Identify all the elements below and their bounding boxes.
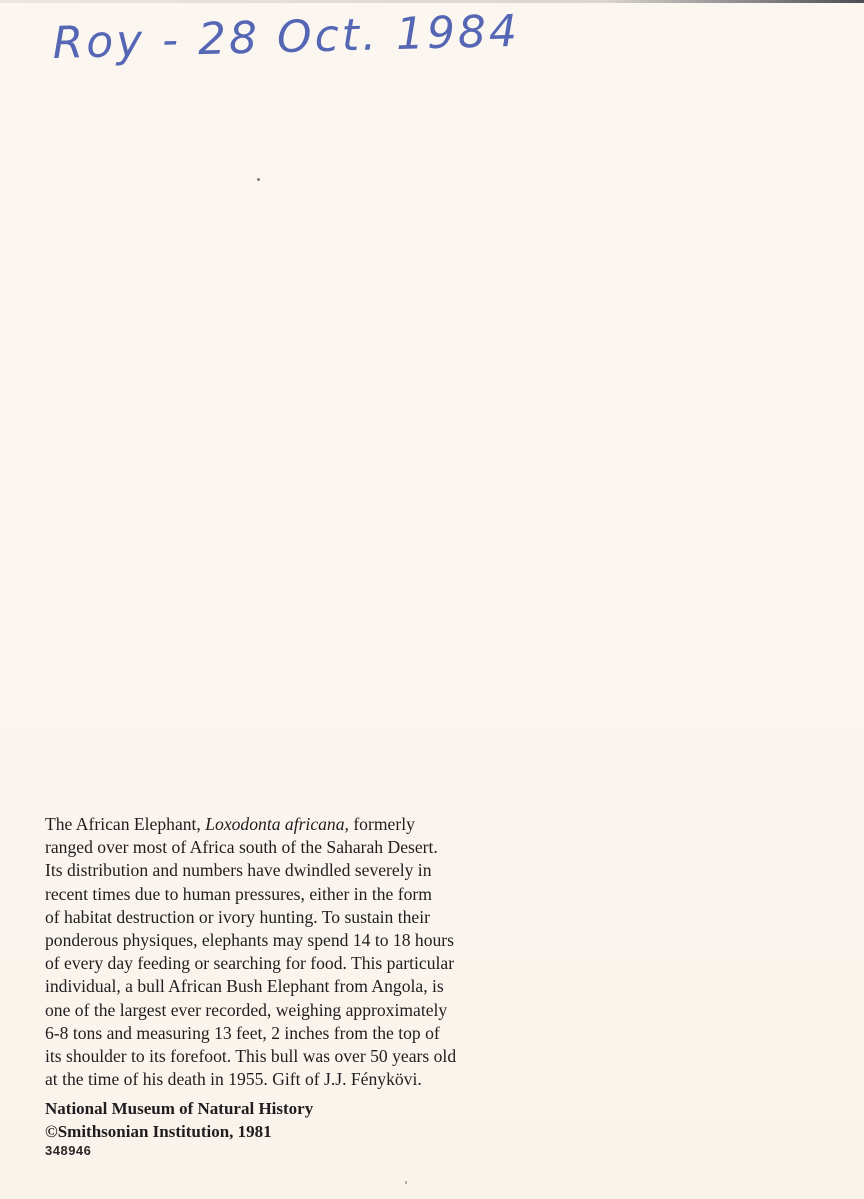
caption-line: one of the largest ever recorded, weighing approximately bbox=[45, 999, 448, 1020]
caption-line bbox=[45, 813, 585, 836]
paper-speck bbox=[405, 1181, 407, 1184]
caption-line: ponderous physiques, elephants may spend 14 to 18 hours bbox=[45, 930, 455, 951]
caption-line: 6-8 tons and measuring 13 feet, 2 inches from the top of bbox=[45, 1022, 440, 1043]
caption-line: Its distribution and numbers have dwindled severely in bbox=[45, 860, 432, 881]
copyright-line: ©Smithsonian Institution, 1981 bbox=[45, 1122, 272, 1141]
handwritten-note: Roy - 28 Oct. 1984 bbox=[52, 5, 521, 69]
species-name: Loxodonta africana, bbox=[205, 814, 349, 834]
museum-name: National Museum of Natural History bbox=[45, 1099, 314, 1118]
caption-line: of habitat destruction or ivory hunting. To sustain their bbox=[45, 906, 430, 927]
caption-text bbox=[45, 813, 585, 1091]
caption-line1-post: formerly bbox=[348, 814, 415, 834]
caption-line1-pre: The African Elephant, bbox=[45, 814, 206, 834]
caption-line: individual, a bull African Bush Elephant from Angola, is bbox=[45, 976, 444, 997]
caption-line: its shoulder to its forefoot. This bull was over 50 years old bbox=[45, 1046, 457, 1067]
serial-number: 348946 bbox=[45, 1143, 92, 1158]
caption-line: of every day feeding or searching for food. This particular bbox=[45, 953, 455, 974]
caption-line: ranged over most of Africa south of the Saharah Desert. bbox=[45, 837, 438, 858]
caption-line: at the time of his death in 1955. Gift of J.J. Fénykövi. bbox=[45, 1069, 422, 1090]
credit-block bbox=[45, 1097, 313, 1143]
paper-speck bbox=[257, 178, 260, 181]
card-top-edge bbox=[0, 0, 864, 3]
caption-line: recent times due to human pressures, either in the form bbox=[45, 883, 432, 904]
